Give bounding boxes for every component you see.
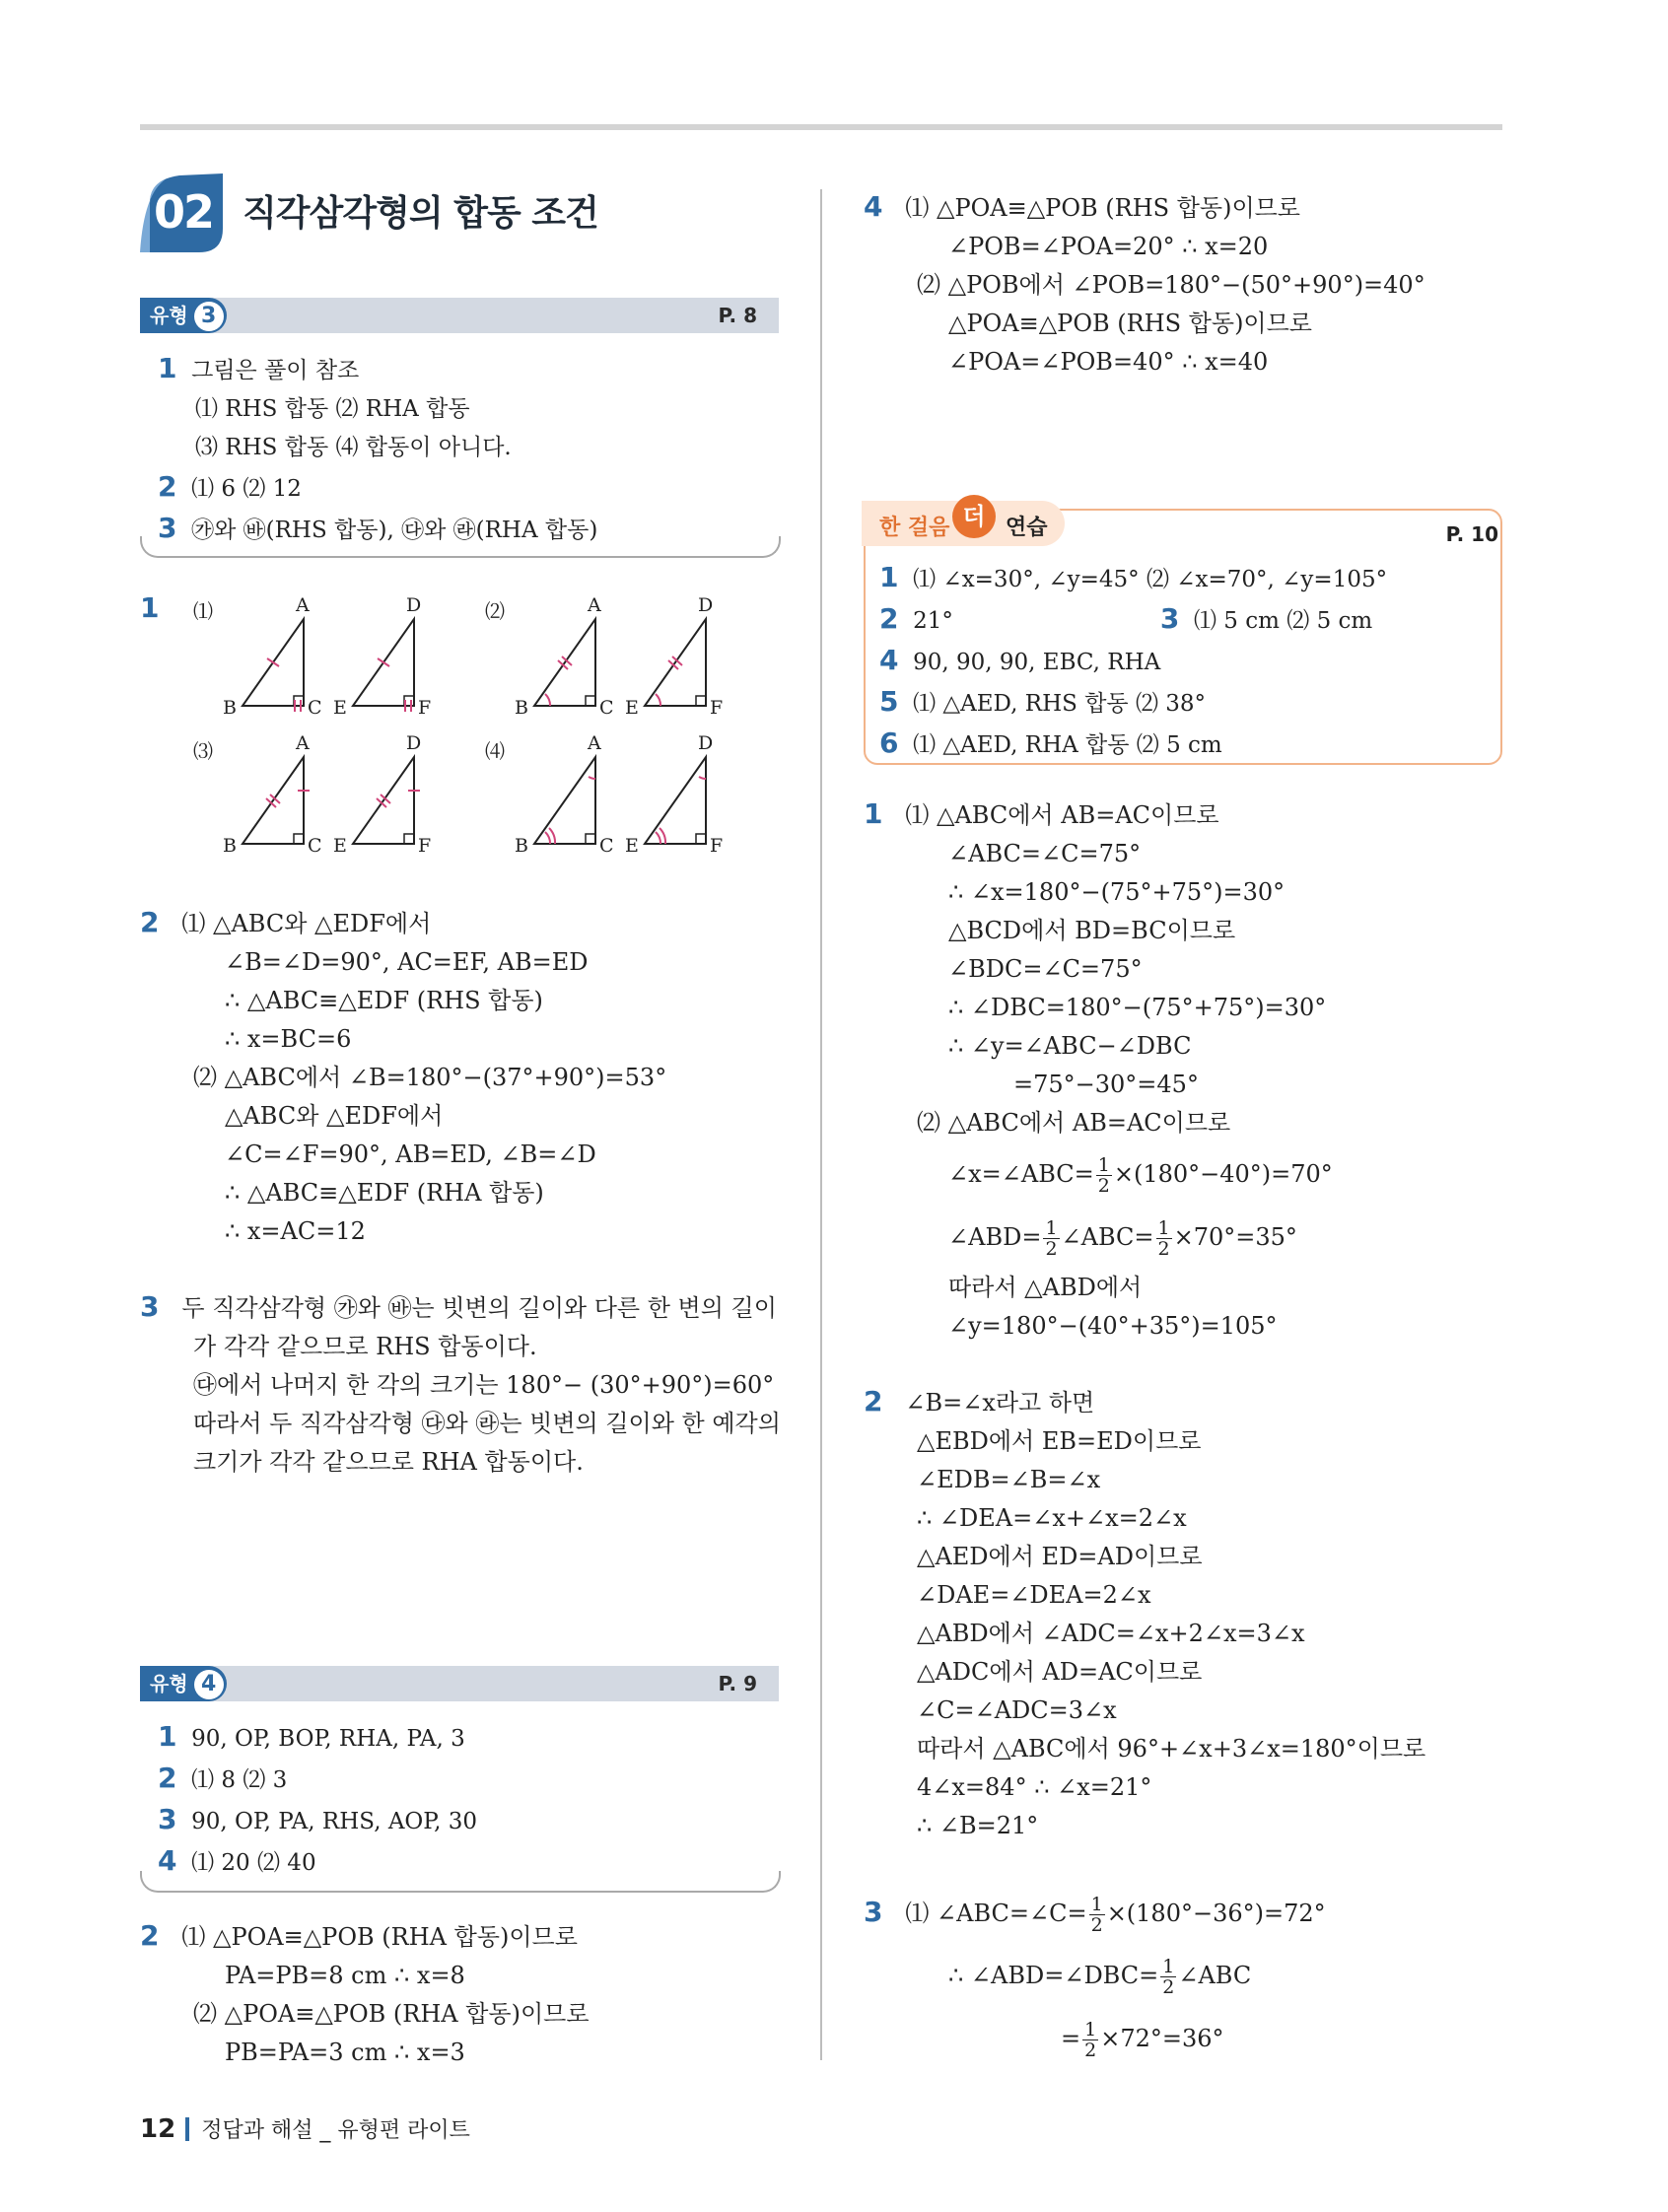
vertex-label: A	[296, 595, 310, 616]
answer-row: ⑶ RHS 합동 ⑷ 합동이 아니다.	[195, 435, 512, 460]
triangle-figure	[217, 595, 769, 862]
section-title: 직각삼각형의 합동 조건	[243, 193, 598, 234]
vertex-label: D	[698, 595, 714, 616]
practice-solution-2: 2 ∠B=∠x라고 하면 △EBD에서 EB=ED이므로 ∠EDB=∠B=∠x ∴ ∠DEA=∠x+∠x=2∠x △AED에서 ED=AD이므로 ∠DAE=∠DEA=2∠x △ABD에서 ∠ADC=∠x+2∠x=3∠x △ADC에서 AD=AC이므로 ∠C=∠ADC=3∠x 따라서 △ABC에서 96°+∠x+3∠x=180°이므로 4∠x=84° ∴ ∠x=21° ∴ ∠B=21°	[864, 1385, 1426, 1839]
triangle	[534, 757, 595, 844]
solution-2: 2 ⑴ △ABC와 △EDF에서 ∠B=∠D=90°, AC=EF, AB=ED ∴ △ABC≡△EDF (RHS 합동) ∴ x=BC=6 ⑵ △ABC에서 ∠B=180°−(37°+90°)=53° △ABC와 △EDF에서 ∠C=∠F=90°, AB=ED, ∠B=∠D ∴ △ABC≡△EDF (RHA 합동) ∴ x=AC=12	[140, 906, 667, 1245]
vertex-label: F	[710, 835, 724, 857]
part-label: ⑶	[193, 739, 213, 763]
right-angle-mark	[294, 834, 304, 844]
vertex-label: B	[223, 697, 237, 719]
vertex-label: A	[296, 732, 310, 754]
column-divider	[820, 189, 822, 2060]
vertex-label: C	[599, 697, 614, 719]
vertex-label: A	[588, 595, 601, 616]
type4-pill: 유형 4	[140, 1666, 227, 1701]
type4-answers	[158, 1717, 769, 1883]
type3-bar	[140, 298, 779, 333]
practice-tab-circle: 더	[952, 495, 996, 538]
triangle	[243, 757, 304, 844]
right-angle-mark	[586, 834, 595, 844]
practice-solution-1: 1 ⑴ △ABC에서 AB=AC이므로 ∠ABC=∠C=75° ∴ ∠x=180°−(75°+75°)=30° △BCD에서 BD=BC이므로 ∠BDC=∠C=75° ∴ ∠DBC=180°−(75°+75°)=30° ∴ ∠y=∠ABC−∠DBC =75°−30°=45° ⑵ △ABC에서 AB=AC이므로 ∠x=∠ABC= $\frac{1}{2}$ ×(180°−40°)=70° ∠ABD= $\frac{1}{2}$ ∠ABC= $\frac{1}{2}$ ×70°=35° 따라서 △ABD에서 ∠y=180°−(40°+35°)=105°	[864, 797, 1333, 1340]
part-label: ⑴	[193, 599, 213, 623]
type4-bar	[140, 1666, 779, 1701]
solution-3: 3 두 직각삼각형 ㉮와 ㉳는 빗변의 길이와 다른 한 변의 길이 가 각각 같으므로 RHS 합동이다. ㉰에서 나머지 한 각의 크기는 180°− (30°+90°)=60° 따라서 두 직각삼각형 ㉰와 ㉱는 빗변의 길이와 한 예각의 크기가 각각 같으므로 RHA 합동이다.	[140, 1290, 781, 1476]
triangle	[645, 619, 706, 706]
practice-tab-left: 한 걸음	[879, 516, 950, 540]
practice-tab-right: 연습	[1006, 516, 1048, 540]
vertex-label: A	[588, 732, 601, 754]
vertex-label: C	[308, 697, 322, 719]
footer	[140, 2113, 470, 2144]
answer-row: 6 ⑴ △AED, RHA 합동 ⑵ 5 cm	[879, 726, 1222, 759]
answer-row: 1 90, OP, BOP, RHA, PA, 3	[158, 1720, 465, 1753]
answers-bracket	[140, 1871, 781, 1893]
right-angle-mark	[696, 696, 706, 706]
vertex-label: D	[698, 732, 714, 754]
type3-answers	[158, 349, 769, 550]
angle-arc	[699, 777, 706, 779]
vertex-label: F	[418, 697, 432, 719]
right-angle-mark	[404, 834, 414, 844]
vertex-label: C	[599, 835, 614, 857]
answer-row: 4 90, 90, 90, EBC, RHA	[879, 644, 1161, 676]
part-label: ⑷	[485, 739, 505, 763]
vertex-label: D	[406, 595, 422, 616]
part-label: ⑵	[485, 599, 505, 623]
answer-row: 2 ⑴ 6 ⑵ 12	[158, 470, 302, 503]
vertex-label: E	[333, 835, 347, 857]
tick-mark	[378, 658, 389, 666]
answer-row: 3 90, OP, PA, RHS, AOP, 30	[158, 1803, 477, 1835]
right-solution-4: 4 ⑴ △POA≡△POB (RHS 합동)이므로 ∠POB=∠POA=20° ∴ x=20 ⑵ △POB에서 ∠POB=180°−(50°+90°)=40° △POA≡△POB (RHS 합동)이므로 ∠POA=∠POB=40° ∴ x=40	[864, 190, 1425, 376]
angle-arc	[656, 694, 660, 706]
type3-page: P. 8	[718, 304, 757, 327]
answer-row: 5 ⑴ △AED, RHS 합동 ⑵ 38°	[879, 685, 1207, 718]
page-number: 12	[140, 2114, 176, 2144]
answers-bracket	[140, 536, 781, 558]
type3-pill: 유형 3	[140, 298, 227, 333]
vertex-label: B	[223, 835, 237, 857]
right-angle-mark	[696, 834, 706, 844]
type4-page: P. 9	[718, 1672, 757, 1695]
figure-number: 1	[140, 591, 160, 624]
vertex-label: F	[710, 697, 724, 719]
answer-row: 2 ⑴ 8 ⑵ 3	[158, 1762, 288, 1794]
answer-row: 4 ⑴ 20 ⑵ 40	[158, 1844, 316, 1877]
vertex-label: E	[625, 835, 639, 857]
section-number: 02	[154, 185, 214, 239]
vertex-label: E	[333, 697, 347, 719]
angle-arc	[589, 777, 595, 779]
vertex-label: E	[625, 697, 639, 719]
angle-arc	[545, 828, 555, 844]
vertex-label: B	[515, 697, 528, 719]
angle-arc	[656, 828, 665, 844]
angle-arc	[545, 694, 550, 706]
vertex-label: C	[308, 835, 322, 857]
vertex-label: D	[406, 732, 422, 754]
answer-row: 1 ⑴ ∠x=30°, ∠y=45° ⑵ ∠x=70°, ∠y=105°	[879, 561, 1388, 593]
answer-row: ⑴ RHS 합동 ⑵ RHA 합동	[195, 396, 470, 422]
triangle	[645, 757, 706, 844]
triangle	[353, 757, 414, 844]
practice-answers	[879, 558, 1491, 765]
answer-row: 3 ㉮와 ㉳(RHS 합동), ㉰와 ㉱(RHA 합동)	[158, 512, 598, 544]
vertex-label: F	[418, 835, 432, 857]
footer-text: 정답과 해설 _ 유형편 라이트	[201, 2118, 470, 2143]
top-rule	[140, 124, 1502, 130]
triangle	[534, 619, 595, 706]
tick-mark	[267, 658, 279, 666]
practice-solution-3: 3 ⑴ ∠ABC=∠C= $\frac{1}{2}$ ×(180°−36°)=72° ∴ ∠ABD=∠DBC= $\frac{1}{2}$ ∠ABC = $\frac{1}{2}$ ×72°=36°	[864, 1894, 1326, 2061]
right-angle-mark	[586, 696, 595, 706]
answer-row: 1 그림은 풀이 참조	[158, 352, 360, 384]
type4-solution-2: 2 ⑴ △POA≡△POB (RHA 합동)이므로 PA=PB=8 cm ∴ x=8 ⑵ △POA≡△POB (RHA 합동)이므로 PB=PA=3 cm ∴ x=3	[140, 1919, 590, 2066]
practice-page: P. 10	[1445, 522, 1498, 546]
vertex-label: B	[515, 835, 528, 857]
answer-row: 2 21° 3 ⑴ 5 cm ⑵ 5 cm	[879, 602, 1373, 635]
